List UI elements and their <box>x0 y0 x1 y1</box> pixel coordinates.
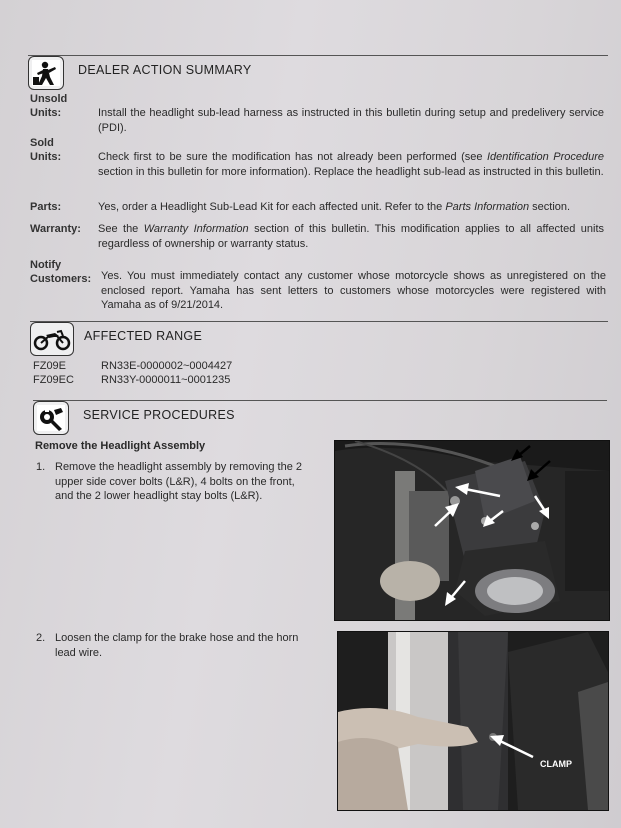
sold-label-2: Units: <box>30 151 62 163</box>
subheading: Remove the Headlight Assembly <box>35 440 206 452</box>
step-2-number: 2. <box>36 632 46 644</box>
wrench-icon <box>33 401 69 435</box>
notify-label-1: Notify <box>30 259 62 271</box>
motorcycle-icon <box>30 322 74 356</box>
step-1-text: Remove the headlight assembly by removing the 2 upper side cover bolts (L&R), 4 bolts on the front, and the 2 lower headlight stay bolts (L&R). <box>55 461 303 502</box>
unsold-label-2: Units: <box>30 107 62 119</box>
clamp-label: CLAMP <box>540 759 572 769</box>
clamp-photo <box>337 631 609 811</box>
unsold-text: Install the headlight sub-lead harness as instructed in this bulletin during setup and predelivery service (PDI). <box>98 107 604 134</box>
service-procedures-title: SERVICE PROCEDURES <box>83 408 235 422</box>
dealer-action-header <box>28 55 608 90</box>
dealer-action-title: DEALER ACTION SUMMARY <box>78 63 252 77</box>
notify-label-2: Customers: <box>30 273 92 285</box>
sold-text: Check first to be sure the modification has not already been performed (see Identification Procedure section in this bulletin for more information). Replace the headlight sub-lead as instructed in this bulletin. <box>98 151 604 178</box>
model-2: FZ09EC <box>33 374 74 386</box>
range-1: RN33E-0000002~0004427 <box>101 360 233 372</box>
affected-range-title: AFFECTED RANGE <box>84 329 203 343</box>
sold-label-1: Sold <box>30 137 54 149</box>
range-2: RN33Y-0000011~0001235 <box>101 374 231 386</box>
worker-icon <box>28 56 64 90</box>
step-2-text: Loosen the clamp for the brake hose and the horn lead wire. <box>55 632 299 659</box>
headlight-photo <box>334 440 610 621</box>
warranty-label: Warranty: <box>30 223 81 235</box>
notify-text: Yes. You must immediately contact any customer whose motorcycle shows as unregistered on the enclosed report. Yamaha has sent letters to customers whose motorcycles were registered with Yamaha as of 9/21/2014. <box>101 270 606 311</box>
warranty-text: See the Warranty Information section of this bulletin. This modification applies to all affected units regardless of ownership or warranty status. <box>98 223 604 250</box>
unsold-label-1: Unsold <box>30 93 68 105</box>
parts-text: Yes, order a Headlight Sub-Lead Kit for each affected unit. Refer to the Parts Information section. <box>98 201 571 213</box>
model-1: FZ09E <box>33 360 67 372</box>
parts-label: Parts: <box>30 201 62 213</box>
service-procedures-header <box>33 400 607 435</box>
affected-range-header <box>30 321 608 356</box>
step-1-number: 1. <box>36 461 46 473</box>
